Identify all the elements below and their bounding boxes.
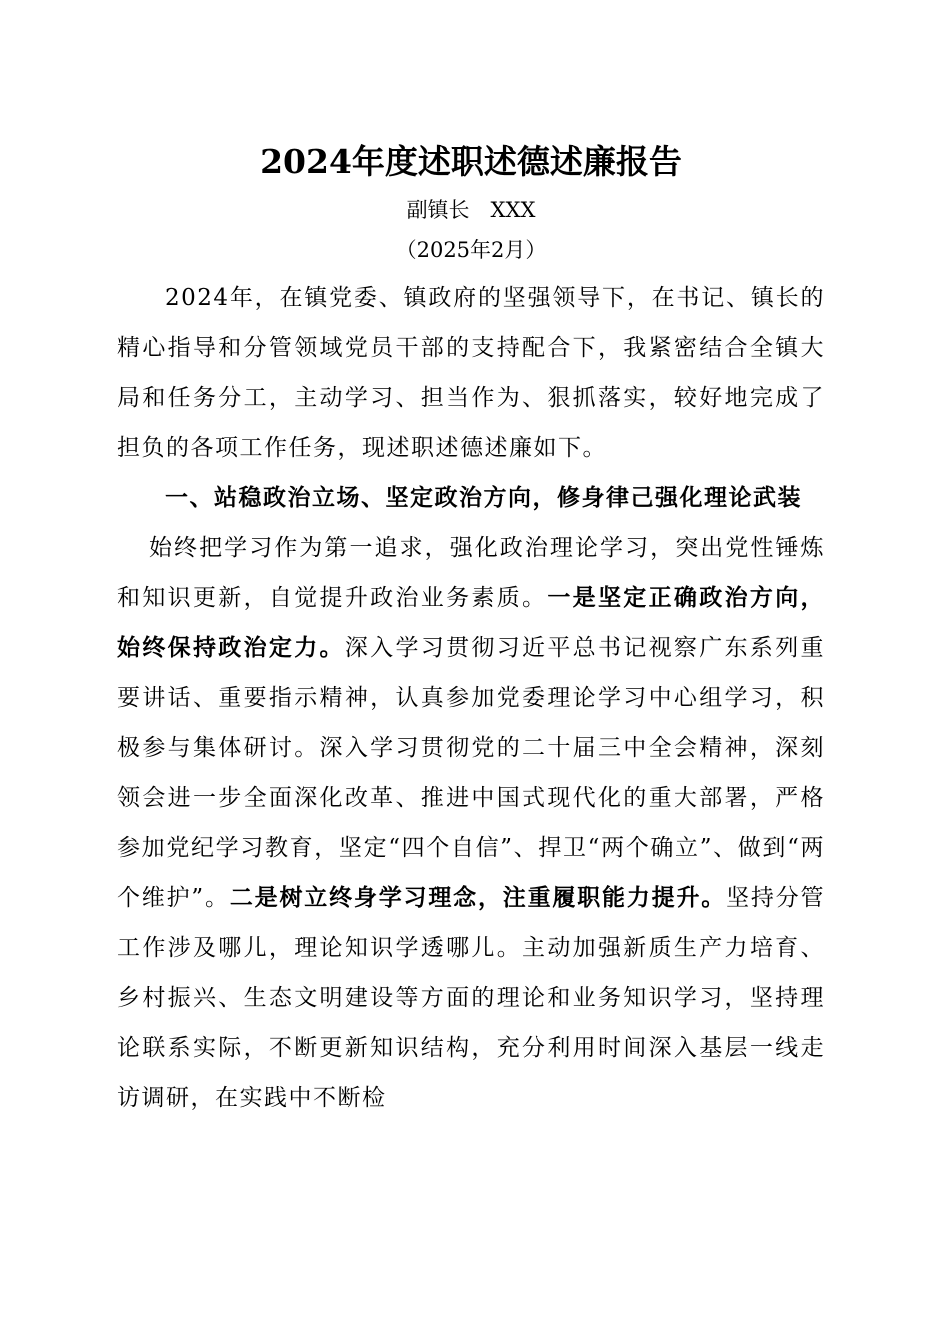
point-two-bold: 二是树立终身学习理念，注重履职能力提升。 bbox=[229, 885, 727, 911]
section-1-text-3: 坚持分管工作涉及哪儿，理论知识学透哪儿。主动加强新质生产力培育、乡村振兴、生态文明建设等方面的理论和业务知识学习，坚持理论联系实际，不断更新知识结构，充分利用时间深入基层一线走访调研，在实践中不断检 bbox=[117, 885, 826, 1111]
section-1-text-1: 始终把学习作为第一追求，强化政治理论学习，突出党性锤炼和知识更新，自觉提升政治业务素质。 bbox=[117, 535, 825, 611]
section-1-paragraph bbox=[117, 523, 825, 1123]
section-1-heading: 一、站稳政治立场、坚定政治方向，修身律己强化理论武装 bbox=[165, 485, 802, 511]
section-1-text-2: 深入学习贯彻习近平总书记视察广东系列重要讲话、重要指示精神，认真参加党委理论学习中心组学习，积极参与集体研讨。深入学习贯彻党的二十届三中全会精神，深刻领会进一步全面深化改革、推进中国式现代化的重大部署，严格参加党纪学习教育，坚定“四个自信”、捍卫“两个确立”、做到“两个维护”。 bbox=[117, 635, 826, 911]
document-title: 2024年度述职述德述廉报告 bbox=[260, 142, 682, 181]
author-line: 副镇长 XXX bbox=[406, 198, 536, 222]
point-one-bold: 一是坚定正确政治方向，始终保持政治定力。 bbox=[117, 585, 826, 661]
intro-paragraph: 2024年，在镇党委、镇政府的坚强领导下，在书记、镇长的精心指导和分管领域党员干部的支持配合下，我紧密结合全镇大局和任务分工，主动学习、担当作为、狠抓落实，较好地完成了担负的各项工作任务，现述职述德述廉如下。 bbox=[117, 285, 825, 461]
report-date: （2025年2月） bbox=[395, 238, 547, 262]
document-page bbox=[117, 135, 825, 1123]
